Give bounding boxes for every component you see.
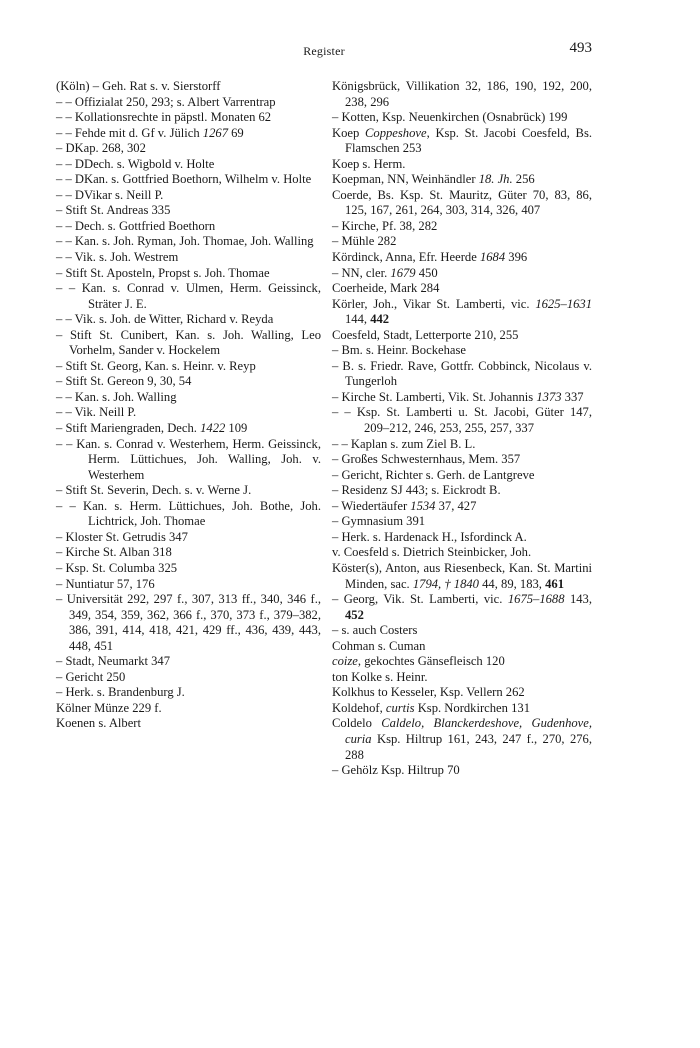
index-entry	[56, 281, 321, 312]
index-entry-text: – – Kaplan s. zum Ziel B. L.	[332, 436, 476, 451]
index-entry-text: Coesfeld, Stadt, Letterporte 210, 255	[332, 327, 519, 342]
index-entry-text: – Georg, Vik. St. Lamberti, vic. 1675–1688 143, 452	[332, 592, 592, 622]
index-entry-text: – Universität 292, 297 f., 307, 313 ff., 340, 346 f., 349, 354, 359, 362, 366 f., 370, 373 f., 379–382, 386, 391, 414, 418, 421, 429 ff., 436, 439, 443, 448, 451	[56, 592, 321, 653]
index-entry	[332, 701, 592, 717]
index-entry-text: – Stift St. Andreas 335	[56, 203, 171, 218]
index-entry	[56, 654, 321, 670]
index-entry	[56, 390, 321, 406]
index-entry-text: – Wiedertäufer 1534 37, 427	[332, 498, 477, 513]
index-entry-text: Koep Coppeshove, Ksp. St. Jacobi Coesfeld, Bs. Flamschen 253	[332, 125, 592, 156]
index-entry-text: – – DKan. s. Gottfried Boethorn, Wilhelm v. Holte	[56, 172, 312, 187]
index-entry	[56, 716, 321, 732]
index-entry	[332, 670, 592, 686]
index-entry	[332, 452, 592, 468]
index-entry	[56, 219, 321, 235]
index-column-right	[332, 79, 592, 779]
index-entry	[332, 514, 592, 530]
index-entry-text: – Stift St. Georg, Kan. s. Heinr. v. Reyp	[56, 358, 256, 373]
index-entry	[56, 701, 321, 717]
index-entry	[332, 110, 592, 126]
index-entry-text: Coerheide, Mark 284	[332, 281, 440, 296]
index-entry-text: – B. s. Friedr. Rave, Gottfr. Cobbinck, Nicolaus v. Tungerloh	[332, 358, 592, 389]
index-entry	[56, 530, 321, 546]
index-entry-text: – Stift St. Severin, Dech. s. v. Werne J.	[56, 483, 252, 498]
index-entry-text: coize, gekochtes Gänsefleisch 120	[332, 654, 505, 669]
index-entry-text: Kölner Münze 229 f.	[56, 700, 162, 715]
index-entry	[332, 483, 592, 499]
index-entry-text: Königsbrück, Villikation 32, 186, 190, 192, 200, 238, 296	[332, 79, 592, 109]
index-entry	[56, 203, 321, 219]
index-entry	[56, 79, 321, 95]
index-entry-text: – Gymnasium 391	[332, 514, 426, 529]
index-entry-text: – Residenz SJ 443; s. Eickrodt B.	[332, 483, 501, 498]
index-entry-text: – – Fehde mit d. Gf v. Jülich 1267 69	[56, 125, 244, 140]
index-entry	[332, 328, 592, 344]
index-entry-text: – Nuntiatur 57, 176	[56, 576, 155, 591]
index-entry-text: – Stift St. Aposteln, Propst s. Joh. Thomae	[56, 265, 270, 280]
index-entry-text: – – Kan. s. Joh. Ryman, Joh. Thomae, Joh. Walling	[56, 234, 314, 249]
index-entry	[56, 437, 321, 484]
index-entry-text: – – DVikar s. Neill P.	[56, 187, 164, 202]
index-entry-text: (Köln) – Geh. Rat s. v. Sierstorff	[56, 79, 221, 93]
index-entry	[332, 623, 592, 639]
index-entry-text: ton Kolke s. Heinr.	[332, 669, 428, 684]
index-entry	[332, 79, 592, 110]
index-entry-text: – – Vik. s. Joh. Westrem	[56, 250, 179, 265]
index-entry-text: – Stift St. Cunibert, Kan. s. Joh. Walling, Leo Vorhelm, Sander v. Hockelem	[56, 327, 321, 358]
index-entry-text: – – Dech. s. Gottfried Boethorn	[56, 218, 216, 233]
index-entry	[56, 328, 321, 359]
index-entry-text: Coerde, Bs. Ksp. St. Mauritz, Güter 70, 83, 86, 125, 167, 261, 264, 303, 314, 326, 407	[332, 187, 592, 218]
index-entry	[332, 685, 592, 701]
page-number: 493	[569, 40, 592, 56]
index-entry	[332, 359, 592, 390]
index-entry-text: – Stift Mariengraden, Dech. 1422 109	[56, 421, 248, 436]
index-entry-text: – Kirche St. Lamberti, Vik. St. Johannis 1373 337	[332, 389, 584, 404]
index-entry-text: – Kirche St. Alban 318	[56, 545, 172, 560]
index-entry-text: – – Kan. s. Conrad v. Westerhem, Herm. Geissinck, Herm. Lüttichues, Joh. Walling, Joh. v. Westerhem	[56, 436, 321, 482]
index-entry	[56, 126, 321, 142]
index-entry-text: – s. auch Costers	[332, 623, 418, 638]
index-entry	[332, 468, 592, 484]
index-entry-text: – – Kan. s. Joh. Walling	[56, 389, 177, 404]
index-entry-text: – – Kan. s. Conrad v. Ulmen, Herm. Geissinck, Sträter J. E.	[56, 281, 321, 311]
index-entry-text: Koep s. Herm.	[332, 156, 406, 171]
index-entry	[332, 250, 592, 266]
index-entry	[332, 297, 592, 328]
index-entry	[56, 374, 321, 390]
index-entry-text: – Gehölz Ksp. Hiltrup 70	[332, 763, 460, 778]
index-entry	[56, 312, 321, 328]
index-entry	[56, 95, 321, 111]
index-entry-text: Körler, Joh., Vikar St. Lamberti, vic. 1625–1631 144, 442	[332, 296, 592, 327]
index-entry-text: – – Kan. s. Herm. Lüttichues, Joh. Bothe, Joh. Lichtrick, Joh. Thomae	[56, 498, 321, 529]
index-entry-text: – Mühle 282	[332, 234, 397, 249]
index-entry-text: – Gericht 250	[56, 669, 126, 684]
index-entry	[56, 561, 321, 577]
index-entry	[56, 172, 321, 188]
index-entry	[332, 188, 592, 219]
index-entry-text: Coldelo Caldelo, Blanckerdeshove, Gudenhove, curia Ksp. Hiltrup 161, 243, 247 f., 270, 276, 288	[332, 716, 592, 762]
index-entry-text: Koepman, NN, Weinhändler 18. Jh. 256	[332, 172, 535, 187]
index-entry-text: – Herk. s. Brandenburg J.	[56, 685, 185, 700]
index-entry	[332, 157, 592, 173]
page-header	[56, 40, 592, 64]
index-entry-text: – Stift St. Gereon 9, 30, 54	[56, 374, 192, 389]
index-entry	[56, 234, 321, 250]
index-entry	[332, 266, 592, 282]
index-entry	[332, 234, 592, 250]
index-entry	[332, 654, 592, 670]
index-entry-text: – Großes Schwesternhaus, Mem. 357	[332, 452, 521, 467]
index-entry	[56, 188, 321, 204]
index-entry	[56, 266, 321, 282]
index-entry-text: – Kirche, Pf. 38, 282	[332, 218, 438, 233]
index-entry	[56, 250, 321, 266]
index-entry-text: Köster(s), Anton, aus Riesenbeck, Kan. St. Martini Minden, sac. 1794, † 1840 44, 89, 183, 461	[332, 560, 592, 591]
index-entry	[332, 437, 592, 453]
running-head: Register	[303, 44, 345, 58]
index-entry	[56, 359, 321, 375]
index-entry-text: Kördinck, Anna, Efr. Heerde 1684 396	[332, 250, 528, 265]
index-entry-text: Koenen s. Albert	[56, 716, 141, 731]
index-entry	[56, 110, 321, 126]
index-entry-text: – – Ksp. St. Lamberti u. St. Jacobi, Güter 147, 209–212, 246, 253, 255, 257, 337	[332, 405, 592, 436]
index-entry	[332, 639, 592, 655]
index-entry-text: – – Vik. Neill P.	[56, 405, 137, 420]
index-entry	[332, 343, 592, 359]
index-entry-text: v. Coesfeld s. Dietrich Steinbicker, Joh.	[332, 545, 532, 560]
index-entry	[56, 421, 321, 437]
index-entry-text: – Stadt, Neumarkt 347	[56, 654, 171, 669]
index-entry	[56, 592, 321, 654]
index-entry	[332, 530, 592, 546]
index-entry	[56, 141, 321, 157]
index-entry	[56, 157, 321, 173]
index-entry	[56, 545, 321, 561]
index-entry	[332, 592, 592, 623]
index-entry-text: – Ksp. St. Columba 325	[56, 560, 178, 575]
index-entry	[56, 577, 321, 593]
index-entry	[332, 499, 592, 515]
index-entry-text: Kolkhus to Kesseler, Ksp. Vellern 262	[332, 685, 525, 700]
index-entry-text: – Bm. s. Heinr. Bockehase	[332, 343, 466, 358]
index-entry-text: – Herk. s. Hardenack H., Isfordinck A.	[332, 529, 527, 544]
index-entry-text: – DKap. 268, 302	[56, 141, 146, 156]
index-entry-text: – – Offizialat 250, 293; s. Albert Varrentrap	[56, 94, 276, 109]
index-entry	[56, 483, 321, 499]
index-entry	[56, 670, 321, 686]
index-entry	[332, 390, 592, 406]
index-entry	[332, 172, 592, 188]
index-entry-text: – – DDech. s. Wigbold v. Holte	[56, 156, 215, 171]
index-entry	[56, 685, 321, 701]
index-entry	[56, 499, 321, 530]
index-entry-text: Cohman s. Cuman	[332, 638, 426, 653]
index-entry	[332, 126, 592, 157]
index-entry	[332, 545, 592, 561]
index-entry	[332, 281, 592, 297]
index-entry-text: – – Vik. s. Joh. de Witter, Richard v. Reyda	[56, 312, 274, 327]
index-entry-text: Koldehof, curtis Ksp. Nordkirchen 131	[332, 700, 530, 715]
index-entry-text: – Gericht, Richter s. Gerh. de Lantgreve	[332, 467, 535, 482]
index-entry	[56, 405, 321, 421]
index-entry-text: – Kloster St. Getrudis 347	[56, 529, 188, 544]
index-entry	[332, 763, 592, 779]
index-entry	[332, 219, 592, 235]
index-entry-text: – – Kollationsrechte in päpstl. Monaten 62	[56, 110, 272, 125]
index-entry-text: – Kotten, Ksp. Neuenkirchen (Osnabrück) 199	[332, 110, 568, 125]
index-entry	[332, 716, 592, 763]
index-entry-text: – NN, cler. 1679 450	[332, 265, 438, 280]
index-entry	[332, 561, 592, 592]
index-entry	[332, 405, 592, 436]
index-column-left	[56, 79, 321, 732]
